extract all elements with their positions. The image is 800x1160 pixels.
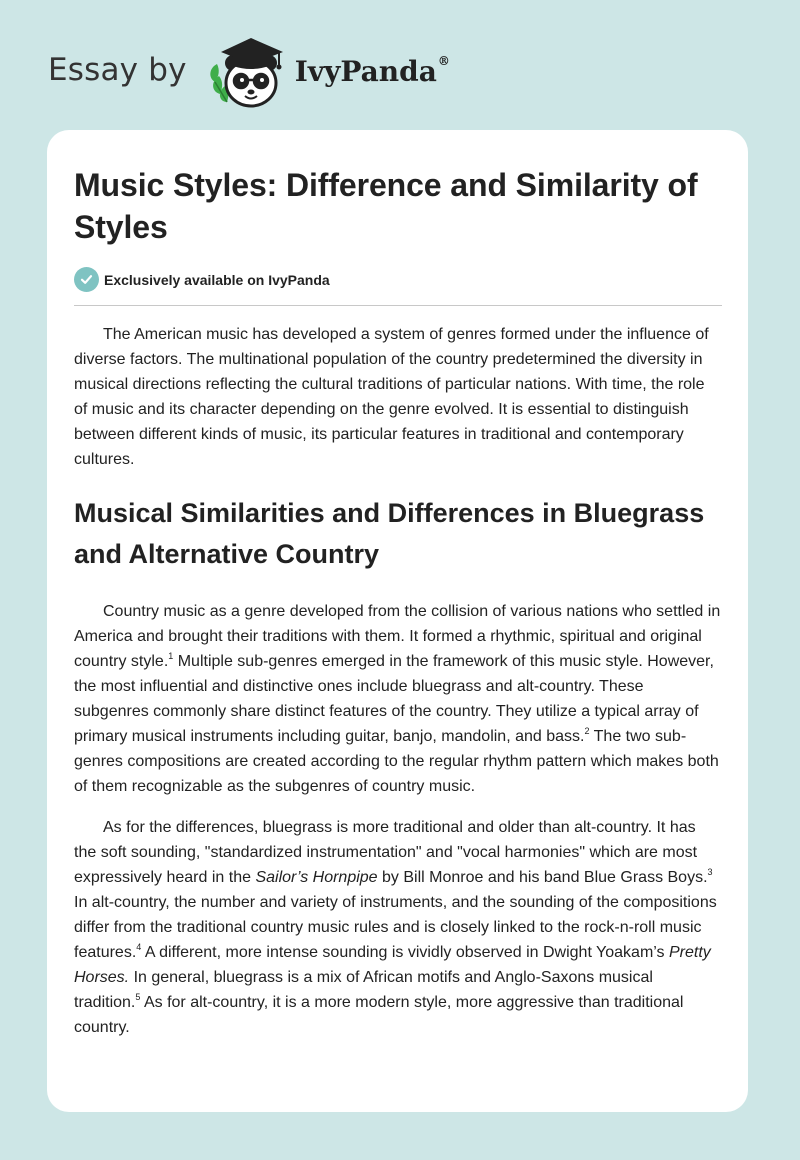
check-circle-icon <box>74 267 99 292</box>
footnote-ref-4[interactable]: 4 <box>136 941 142 952</box>
site-header <box>48 30 450 110</box>
essay-card <box>47 130 748 1112</box>
page-title: Music Styles: Difference and Similarity of Styles <box>74 167 698 245</box>
footnote-ref-1[interactable]: 1 <box>168 650 174 661</box>
exclusive-badge <box>74 267 722 306</box>
footnote-ref-5[interactable]: 5 <box>135 991 141 1002</box>
section-heading: Musical Similarities and Differences in Bluegrass and Alternative Country <box>74 498 705 569</box>
intro-paragraph: The American music has developed a system of genres formed under the influence of diverse factors. The multinational population of the country predetermined the diversity in musical directions reflecting the cultural traditions of particular nations. With time, the role of music and its character depending on the genre evolved. It is essential to distinguish between different kinds of music, its particular features in traditional and contemporary cultures. <box>74 326 709 468</box>
brand-prefix: Essay by <box>48 52 187 88</box>
badge-text: Exclusively available on IvyPanda <box>104 271 330 288</box>
body-paragraph-similarities: Country music as a genre developed from the collision of various nations who settled in America and brought their traditions with them. It formed a rhythmic, spiritual and original country style.$^1$ Multiple sub-genres emerged in the framework of this music style. However, the most influential and distinctive ones include bluegrass and alt-country. These subgenres commonly share distinct features of the country. They utilize a typical array of primary musical instruments including guitar, banjo, mandolin, and bass.$^2$ The two sub-genres compositions are created according to the regular rhythm pattern which makes both of them recognizable as the subgenres of country music. <box>74 603 721 795</box>
panda-graduate-logo-icon[interactable] <box>203 30 299 110</box>
brand-name[interactable]: IvyPanda® <box>294 54 450 88</box>
footnote-ref-2[interactable]: 2 <box>584 725 590 736</box>
footnote-ref-3[interactable]: 3 <box>707 866 713 877</box>
body-paragraph-differences: As for the differences, bluegrass is more traditional and older than alt-country. It has the soft sounding, "standardized instrumentation" and "vocal harmonies" which are most expressively heard in the Sailor’s Hornpipe by Bill Monroe and his band Blue Grass Boys.$^3$ In alt-country, the number and variety of instruments, and the sounding of the compositions differ from the traditional country music rules and is closely linked to the rock-n-roll music features.$^4$ A different, more intense sounding is vividly observed in Dwight Yoakam’s Pretty Horses. In general, bluegrass is a mix of African motifs and Anglo-Saxons musical tradition.$^5$ As for alt-country, it is a more modern style, more aggressive than traditional country. <box>74 819 717 1036</box>
